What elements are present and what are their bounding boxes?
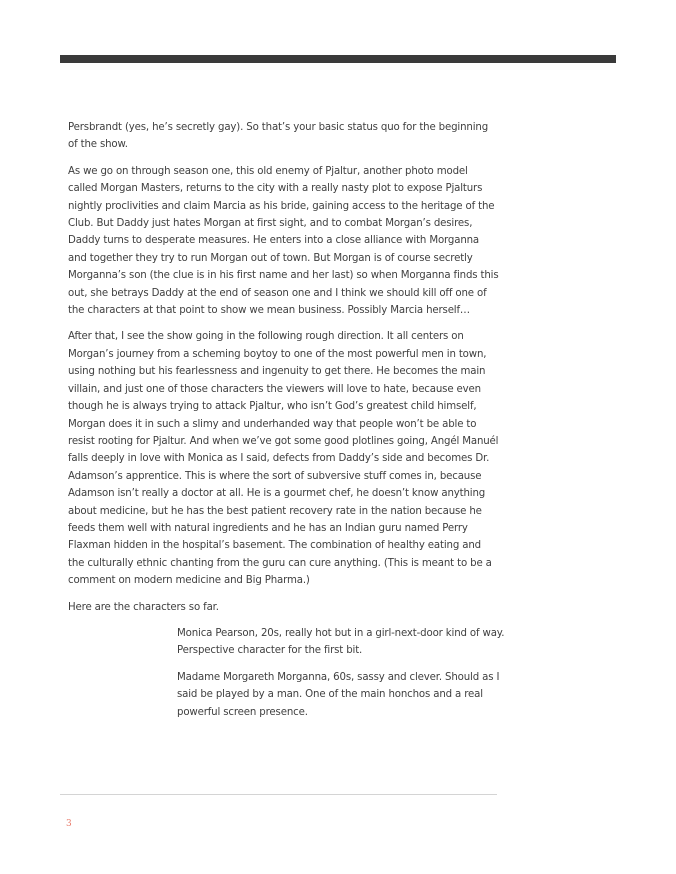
- character-monica-pearson: Monica Pearson, 20s, really hot but in a girl-next-door kind of way. Perspective character for the first bit.: [177, 627, 505, 657]
- document-body: [68, 119, 505, 730]
- page-number: 3: [66, 819, 72, 829]
- paragraph-season-one: As we go on through season one, this old enemy of Pjaltur, another photo model called Morgan Masters, returns to the city with a really nasty plot to expose Pjalturs nightly proclivities and claim Marcia as his bride, gaining access to the heritage of the Club. But Daddy just hates Morgan at first sight, and to combat Morgan’s desires, Daddy turns to desperate measures. He enters into a close alliance with Morganna and together they try to run Morgan out of town. But Morgan is of course secretly Morganna’s son (the clue is in his first name and her last) so when Morganna finds this out, she betrays Daddy at the end of season one and I think we should kill off one of the characters at that point to show we mean business. Possibly Marcia herself…: [68, 165, 499, 317]
- paragraph-show-direction: After that, I see the show going in the following rough direction. It all centers on Morgan’s journey from a scheming boytoy to one of the most powerful men in town, using nothing but his fearlessness and ingenuity to get there. He becomes the main villain, and just one of those characters the viewers will love to hate, because even though he is always trying to attack Pjaltur, who isn’t God’s greatest child himself, Morgan does it in such a slimy and underhanded way that people won’t be able to resist rooting for Pjaltur. And when we’ve got some good plotlines going, Angél Manuél falls deeply in love with Monica as I said, defects from Daddy’s side and becomes Dr. Adamson’s apprentice. This is where the sort of subversive stuff comes in, because Adamson isn’t really a doctor at all. He is a gourmet chef, he doesn’t know anything about medicine, but he has the best patient recovery rate in the nation because he feeds them well with natural ingredients and he has an Indian guru named Perry Flaxman hidden in the hospital’s basement. The combination of healthy eating and the culturally ethnic chanting from the guru can cure anything. (This is meant to be a comment on modern medicine and Big Pharma.): [68, 331, 499, 587]
- paragraph-status-quo: Persbrandt (yes, he’s secretly gay). So that’s your basic status quo for the beginning of the show.: [68, 122, 489, 151]
- paragraph-characters-intro: Here are the characters so far.: [68, 601, 219, 613]
- character-madame-morganna: Madame Morgareth Morganna, 60s, sassy and clever. Should as I said be played by a man. One of the main honchos and a real powerful screen presence.: [177, 671, 500, 718]
- header-bar: [60, 55, 616, 63]
- footer-divider: [60, 794, 497, 795]
